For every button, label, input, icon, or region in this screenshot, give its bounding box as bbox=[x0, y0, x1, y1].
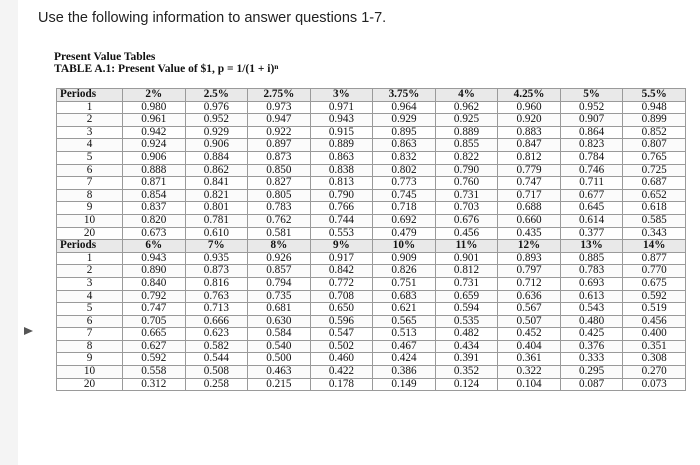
pv-cell: 0.540 bbox=[248, 340, 311, 353]
pv-cell: 0.425 bbox=[560, 328, 623, 341]
table-row bbox=[57, 126, 686, 139]
pv-cell: 0.621 bbox=[373, 303, 436, 316]
period-cell: 2 bbox=[57, 114, 123, 127]
pv-cell: 0.772 bbox=[310, 277, 373, 290]
pv-cell: 0.592 bbox=[623, 290, 686, 303]
table-row bbox=[57, 277, 686, 290]
rate-header: 5% bbox=[560, 89, 623, 102]
pv-cell: 0.893 bbox=[498, 252, 561, 265]
pv-cell: 0.822 bbox=[435, 151, 498, 164]
pv-cell: 0.883 bbox=[498, 126, 561, 139]
pv-cell: 0.812 bbox=[435, 265, 498, 278]
pv-cell: 0.841 bbox=[185, 177, 248, 190]
pv-cell: 0.508 bbox=[185, 366, 248, 379]
pv-cell: 0.862 bbox=[185, 164, 248, 177]
table-row bbox=[57, 139, 686, 152]
pv-cell: 0.827 bbox=[248, 177, 311, 190]
pv-cell: 0.676 bbox=[435, 214, 498, 227]
pv-cell: 0.971 bbox=[310, 101, 373, 114]
pv-cell: 0.935 bbox=[185, 252, 248, 265]
pv-cell: 0.747 bbox=[123, 303, 186, 316]
period-cell: 9 bbox=[57, 202, 123, 215]
pv-cell: 0.535 bbox=[435, 315, 498, 328]
pv-cell: 0.673 bbox=[123, 227, 186, 240]
table-row bbox=[57, 378, 686, 391]
pv-cell: 0.725 bbox=[623, 164, 686, 177]
pv-cell: 0.712 bbox=[498, 277, 561, 290]
pv-cell: 0.765 bbox=[623, 151, 686, 164]
pv-cell: 0.665 bbox=[123, 328, 186, 341]
pv-cell: 0.731 bbox=[435, 189, 498, 202]
rate-header: 8% bbox=[248, 240, 311, 253]
pv-cell: 0.842 bbox=[310, 265, 373, 278]
pv-cell: 0.422 bbox=[310, 366, 373, 379]
pv-cell: 0.980 bbox=[123, 101, 186, 114]
pv-cell: 0.744 bbox=[310, 214, 373, 227]
pv-cell: 0.929 bbox=[185, 126, 248, 139]
pv-cell: 0.659 bbox=[435, 290, 498, 303]
period-cell: 4 bbox=[57, 139, 123, 152]
table-row bbox=[57, 214, 686, 227]
pv-cell: 0.909 bbox=[373, 252, 436, 265]
pv-cell: 0.104 bbox=[498, 378, 561, 391]
pv-cell: 0.863 bbox=[310, 151, 373, 164]
pv-cell: 0.507 bbox=[498, 315, 561, 328]
pv-cell: 0.745 bbox=[373, 189, 436, 202]
pv-cell: 0.852 bbox=[623, 126, 686, 139]
pv-cell: 0.926 bbox=[248, 252, 311, 265]
pv-cell: 0.377 bbox=[560, 227, 623, 240]
pv-cell: 0.847 bbox=[498, 139, 561, 152]
table-row bbox=[57, 164, 686, 177]
period-cell: 10 bbox=[57, 366, 123, 379]
pv-cell: 0.766 bbox=[310, 202, 373, 215]
pv-cell: 0.731 bbox=[435, 277, 498, 290]
pv-cell: 0.790 bbox=[310, 189, 373, 202]
pv-cell: 0.618 bbox=[623, 202, 686, 215]
pv-cell: 0.895 bbox=[373, 126, 436, 139]
pv-cell: 0.666 bbox=[185, 315, 248, 328]
pv-cell: 0.692 bbox=[373, 214, 436, 227]
pv-cell: 0.553 bbox=[310, 227, 373, 240]
pv-cell: 0.884 bbox=[185, 151, 248, 164]
pv-cell: 0.901 bbox=[435, 252, 498, 265]
pv-cell: 0.312 bbox=[123, 378, 186, 391]
pv-cell: 0.718 bbox=[373, 202, 436, 215]
pv-cell: 0.770 bbox=[623, 265, 686, 278]
period-cell: 4 bbox=[57, 290, 123, 303]
pv-cell: 0.404 bbox=[498, 340, 561, 353]
table-row bbox=[57, 290, 686, 303]
pv-cell: 0.352 bbox=[435, 366, 498, 379]
pv-cell: 0.258 bbox=[185, 378, 248, 391]
pv-cell: 0.343 bbox=[623, 227, 686, 240]
pv-cell: 0.873 bbox=[185, 265, 248, 278]
table-row bbox=[57, 366, 686, 379]
pv-cell: 0.630 bbox=[248, 315, 311, 328]
period-cell: 20 bbox=[57, 227, 123, 240]
period-cell: 1 bbox=[57, 252, 123, 265]
period-cell: 6 bbox=[57, 164, 123, 177]
period-cell: 8 bbox=[57, 340, 123, 353]
table-title: TABLE A.1: Present Value of $1, p = 1/(1 + i)ⁿ bbox=[54, 63, 279, 75]
pv-cell: 0.596 bbox=[310, 315, 373, 328]
pv-cell: 0.948 bbox=[623, 101, 686, 114]
pv-cell: 0.857 bbox=[248, 265, 311, 278]
pv-cell: 0.961 bbox=[123, 114, 186, 127]
pv-cell: 0.763 bbox=[185, 290, 248, 303]
pv-cell: 0.400 bbox=[623, 328, 686, 341]
pv-cell: 0.812 bbox=[498, 151, 561, 164]
pv-cell: 0.708 bbox=[310, 290, 373, 303]
pv-cell: 0.480 bbox=[560, 315, 623, 328]
rate-header: 6% bbox=[123, 240, 186, 253]
rate-header: 14% bbox=[623, 240, 686, 253]
pv-cell: 0.917 bbox=[310, 252, 373, 265]
pv-cell: 0.773 bbox=[373, 177, 436, 190]
pv-cell: 0.567 bbox=[498, 303, 561, 316]
pv-cell: 0.976 bbox=[185, 101, 248, 114]
pv-cell: 0.952 bbox=[185, 114, 248, 127]
pv-cell: 0.915 bbox=[310, 126, 373, 139]
period-cell: 2 bbox=[57, 265, 123, 278]
table-row bbox=[57, 315, 686, 328]
pv-cell: 0.502 bbox=[310, 340, 373, 353]
pv-cell: 0.627 bbox=[123, 340, 186, 353]
pv-cell: 0.960 bbox=[498, 101, 561, 114]
pv-cell: 0.746 bbox=[560, 164, 623, 177]
pv-cell: 0.519 bbox=[623, 303, 686, 316]
pv-cell: 0.823 bbox=[560, 139, 623, 152]
pv-cell: 0.962 bbox=[435, 101, 498, 114]
rate-header-row bbox=[57, 89, 686, 102]
periods-header: Periods bbox=[57, 89, 123, 102]
pv-cell: 0.863 bbox=[373, 139, 436, 152]
pv-cell: 0.391 bbox=[435, 353, 498, 366]
pv-cell: 0.864 bbox=[560, 126, 623, 139]
table-row bbox=[57, 177, 686, 190]
rate-header: 12% bbox=[498, 240, 561, 253]
pv-cell: 0.942 bbox=[123, 126, 186, 139]
pv-cell: 0.888 bbox=[123, 164, 186, 177]
pv-cell: 0.816 bbox=[185, 277, 248, 290]
pv-cell: 0.581 bbox=[248, 227, 311, 240]
period-cell: 9 bbox=[57, 353, 123, 366]
present-value-table bbox=[56, 88, 686, 391]
table-row bbox=[57, 303, 686, 316]
pv-cell: 0.713 bbox=[185, 303, 248, 316]
pv-cell: 0.871 bbox=[123, 177, 186, 190]
pv-cell: 0.149 bbox=[373, 378, 436, 391]
pv-cell: 0.784 bbox=[560, 151, 623, 164]
period-cell: 3 bbox=[57, 277, 123, 290]
rate-header: 5.5% bbox=[623, 89, 686, 102]
pv-cell: 0.178 bbox=[310, 378, 373, 391]
pv-cell: 0.781 bbox=[185, 214, 248, 227]
table-row bbox=[57, 202, 686, 215]
pv-cell: 0.735 bbox=[248, 290, 311, 303]
pv-cell: 0.850 bbox=[248, 164, 311, 177]
table-row bbox=[57, 227, 686, 240]
pv-cell: 0.889 bbox=[310, 139, 373, 152]
pv-cell: 0.308 bbox=[623, 353, 686, 366]
pv-cell: 0.376 bbox=[560, 340, 623, 353]
pv-cell: 0.610 bbox=[185, 227, 248, 240]
pv-cell: 0.826 bbox=[373, 265, 436, 278]
periods-header: Periods bbox=[57, 240, 123, 253]
pv-cell: 0.705 bbox=[123, 315, 186, 328]
table-row bbox=[57, 340, 686, 353]
rate-header: 3.75% bbox=[373, 89, 436, 102]
pv-cell: 0.322 bbox=[498, 366, 561, 379]
pv-cell: 0.460 bbox=[310, 353, 373, 366]
pv-cell: 0.762 bbox=[248, 214, 311, 227]
pv-cell: 0.889 bbox=[435, 126, 498, 139]
pv-cell: 0.717 bbox=[498, 189, 561, 202]
pv-cell: 0.456 bbox=[435, 227, 498, 240]
rate-header: 11% bbox=[435, 240, 498, 253]
pv-cell: 0.467 bbox=[373, 340, 436, 353]
pv-cell: 0.854 bbox=[123, 189, 186, 202]
pv-cell: 0.805 bbox=[248, 189, 311, 202]
table-row bbox=[57, 328, 686, 341]
pv-cell: 0.947 bbox=[248, 114, 311, 127]
table-row bbox=[57, 252, 686, 265]
pv-cell: 0.645 bbox=[560, 202, 623, 215]
rate-header: 2.75% bbox=[248, 89, 311, 102]
pv-cell: 0.594 bbox=[435, 303, 498, 316]
period-cell: 7 bbox=[57, 177, 123, 190]
table-row bbox=[57, 101, 686, 114]
pv-cell: 0.943 bbox=[310, 114, 373, 127]
rate-header-row bbox=[57, 240, 686, 253]
pv-cell: 0.688 bbox=[498, 202, 561, 215]
pv-cell: 0.964 bbox=[373, 101, 436, 114]
pv-cell: 0.885 bbox=[560, 252, 623, 265]
pv-cell: 0.452 bbox=[498, 328, 561, 341]
pv-cell: 0.929 bbox=[373, 114, 436, 127]
pv-cell: 0.681 bbox=[248, 303, 311, 316]
pv-cell: 0.801 bbox=[185, 202, 248, 215]
pv-cell: 0.270 bbox=[623, 366, 686, 379]
pv-cell: 0.558 bbox=[123, 366, 186, 379]
pv-cell: 0.636 bbox=[498, 290, 561, 303]
pv-cell: 0.943 bbox=[123, 252, 186, 265]
pv-cell: 0.513 bbox=[373, 328, 436, 341]
table-row bbox=[57, 265, 686, 278]
pv-cell: 0.295 bbox=[560, 366, 623, 379]
pv-cell: 0.751 bbox=[373, 277, 436, 290]
period-cell: 3 bbox=[57, 126, 123, 139]
pv-cell: 0.543 bbox=[560, 303, 623, 316]
pv-cell: 0.386 bbox=[373, 366, 436, 379]
pv-cell: 0.614 bbox=[560, 214, 623, 227]
period-cell: 6 bbox=[57, 315, 123, 328]
pv-cell: 0.351 bbox=[623, 340, 686, 353]
pv-cell: 0.623 bbox=[185, 328, 248, 341]
pv-cell: 0.215 bbox=[248, 378, 311, 391]
pointer-arrow-icon bbox=[24, 327, 33, 335]
period-cell: 8 bbox=[57, 189, 123, 202]
pv-cell: 0.790 bbox=[435, 164, 498, 177]
pv-cell: 0.703 bbox=[435, 202, 498, 215]
pv-cell: 0.456 bbox=[623, 315, 686, 328]
rate-header: 4.25% bbox=[498, 89, 561, 102]
rate-header: 13% bbox=[560, 240, 623, 253]
pv-cell: 0.482 bbox=[435, 328, 498, 341]
pv-cell: 0.087 bbox=[560, 378, 623, 391]
pv-cell: 0.479 bbox=[373, 227, 436, 240]
pv-cell: 0.794 bbox=[248, 277, 311, 290]
table-row bbox=[57, 114, 686, 127]
table-caption: Present Value Tables bbox=[54, 51, 156, 63]
pv-cell: 0.952 bbox=[560, 101, 623, 114]
rate-header: 2% bbox=[123, 89, 186, 102]
pv-cell: 0.821 bbox=[185, 189, 248, 202]
pv-cell: 0.592 bbox=[123, 353, 186, 366]
pv-cell: 0.807 bbox=[623, 139, 686, 152]
pv-cell: 0.906 bbox=[123, 151, 186, 164]
pv-cell: 0.361 bbox=[498, 353, 561, 366]
pv-cell: 0.675 bbox=[623, 277, 686, 290]
rate-header: 7% bbox=[185, 240, 248, 253]
pv-cell: 0.660 bbox=[498, 214, 561, 227]
question-instruction: Use the following information to answer questions 1-7. bbox=[38, 10, 387, 26]
table-row bbox=[57, 353, 686, 366]
pv-cell: 0.837 bbox=[123, 202, 186, 215]
pv-cell: 0.973 bbox=[248, 101, 311, 114]
pv-cell: 0.565 bbox=[373, 315, 436, 328]
pv-cell: 0.899 bbox=[623, 114, 686, 127]
pv-cell: 0.783 bbox=[248, 202, 311, 215]
pv-cell: 0.073 bbox=[623, 378, 686, 391]
rate-header: 10% bbox=[373, 240, 436, 253]
pv-cell: 0.832 bbox=[373, 151, 436, 164]
pv-cell: 0.838 bbox=[310, 164, 373, 177]
pv-cell: 0.544 bbox=[185, 353, 248, 366]
period-cell: 10 bbox=[57, 214, 123, 227]
pv-cell: 0.652 bbox=[623, 189, 686, 202]
rate-header: 4% bbox=[435, 89, 498, 102]
pv-cell: 0.687 bbox=[623, 177, 686, 190]
period-cell: 5 bbox=[57, 151, 123, 164]
pv-cell: 0.434 bbox=[435, 340, 498, 353]
pv-cell: 0.683 bbox=[373, 290, 436, 303]
pv-cell: 0.924 bbox=[123, 139, 186, 152]
pv-cell: 0.435 bbox=[498, 227, 561, 240]
table-row bbox=[57, 189, 686, 202]
pv-cell: 0.747 bbox=[498, 177, 561, 190]
pv-cell: 0.760 bbox=[435, 177, 498, 190]
pv-cell: 0.693 bbox=[560, 277, 623, 290]
pv-cell: 0.920 bbox=[498, 114, 561, 127]
pv-cell: 0.897 bbox=[248, 139, 311, 152]
pv-cell: 0.650 bbox=[310, 303, 373, 316]
pv-cell: 0.582 bbox=[185, 340, 248, 353]
pv-cell: 0.584 bbox=[248, 328, 311, 341]
pv-cell: 0.783 bbox=[560, 265, 623, 278]
pv-cell: 0.124 bbox=[435, 378, 498, 391]
pv-cell: 0.925 bbox=[435, 114, 498, 127]
pv-cell: 0.907 bbox=[560, 114, 623, 127]
rate-header: 9% bbox=[310, 240, 373, 253]
pv-cell: 0.840 bbox=[123, 277, 186, 290]
pv-cell: 0.813 bbox=[310, 177, 373, 190]
period-cell: 5 bbox=[57, 303, 123, 316]
pv-cell: 0.906 bbox=[185, 139, 248, 152]
pv-cell: 0.873 bbox=[248, 151, 311, 164]
pv-cell: 0.797 bbox=[498, 265, 561, 278]
pv-cell: 0.820 bbox=[123, 214, 186, 227]
pv-cell: 0.424 bbox=[373, 353, 436, 366]
pv-cell: 0.855 bbox=[435, 139, 498, 152]
pv-cell: 0.613 bbox=[560, 290, 623, 303]
pv-cell: 0.585 bbox=[623, 214, 686, 227]
pv-cell: 0.677 bbox=[560, 189, 623, 202]
period-cell: 1 bbox=[57, 101, 123, 114]
pv-cell: 0.500 bbox=[248, 353, 311, 366]
pv-cell: 0.877 bbox=[623, 252, 686, 265]
rate-header: 3% bbox=[310, 89, 373, 102]
pv-cell: 0.890 bbox=[123, 265, 186, 278]
pv-cell: 0.779 bbox=[498, 164, 561, 177]
pv-cell: 0.333 bbox=[560, 353, 623, 366]
table-row bbox=[57, 151, 686, 164]
rate-header: 2.5% bbox=[185, 89, 248, 102]
pv-cell: 0.802 bbox=[373, 164, 436, 177]
period-cell: 20 bbox=[57, 378, 123, 391]
period-cell: 7 bbox=[57, 328, 123, 341]
pv-cell: 0.711 bbox=[560, 177, 623, 190]
pv-cell: 0.547 bbox=[310, 328, 373, 341]
pv-cell: 0.922 bbox=[248, 126, 311, 139]
pv-cell: 0.792 bbox=[123, 290, 186, 303]
pv-cell: 0.463 bbox=[248, 366, 311, 379]
